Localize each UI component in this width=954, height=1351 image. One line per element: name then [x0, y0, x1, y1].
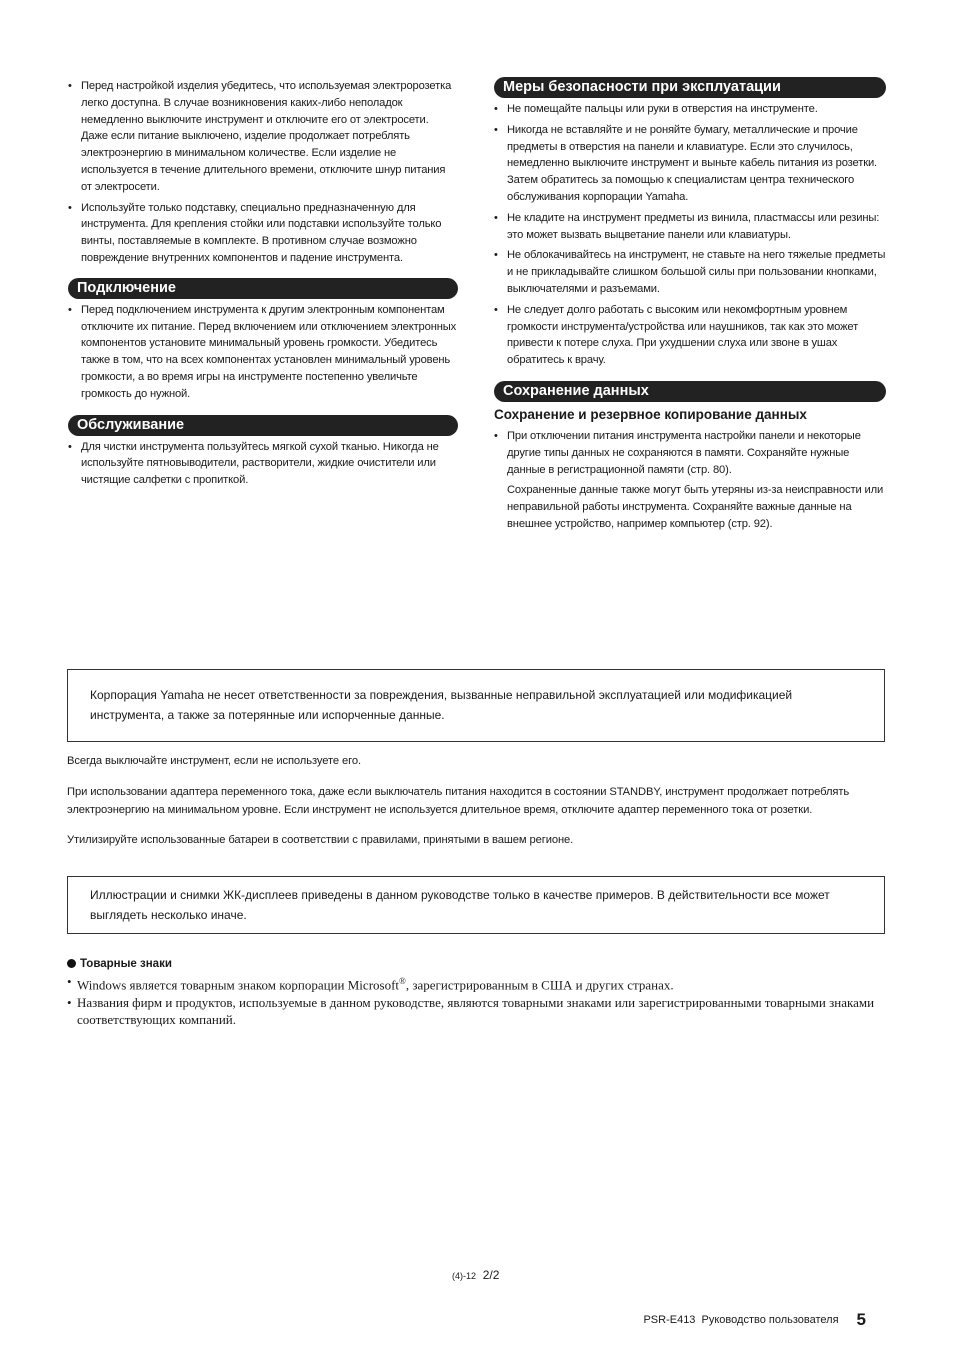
- safety-bullet-list: [494, 101, 886, 369]
- section-heading-data-saving: Сохранение данных: [494, 381, 886, 402]
- list-item: • Windows является товарным знаком корпорации Microsoft®, зарегистрированным в США и других странах.: [67, 973, 887, 994]
- page-footer: [643, 1310, 866, 1330]
- subheading-backup: Сохранение и резервное копирование данных: [494, 406, 807, 422]
- section-heading-maintenance: Обслуживание: [68, 415, 458, 436]
- illustration-text: Иллюстрации и снимки ЖК-дисплеев приведены в данном руководстве только в качестве примеров. В действительности все может выглядеть несколько иначе.: [90, 888, 830, 922]
- left-column: [68, 78, 458, 493]
- page-code: (4)-12 2/2: [452, 1268, 500, 1282]
- page-number: 5: [856, 1310, 866, 1329]
- note-batteries: Утилизируйте использованные батареи в соответствии с правилами, принятыми в вашем регионе.: [67, 834, 574, 846]
- trademarks-list: [67, 973, 887, 1029]
- intro-bullet-list: [68, 78, 458, 267]
- disclaimer-box: [67, 669, 885, 742]
- footer-manual-title: PSR-E413 Руководство пользователя: [643, 1314, 839, 1326]
- note-power-off: Всегда выключайте инструмент, если не используете его.: [67, 755, 361, 767]
- list-item: • Перед настройкой изделия убедитесь, что используемая электророзетка легко доступна. В случае возникновения каких-либо неполадок немедленно выключите инструмент и отключите его от электросети. Даже если питание выключено, изделие продолжает потреблять электроэнергию в минимальном количестве. Если изделие не используется в течение длительного времени, отключите шнур питания от электросети.: [68, 78, 458, 196]
- list-item: • Не облокачивайтесь на инструмент, не ставьте на него тяжелые предметы и не прикладывайте слишком большой силы при пользовании кнопками, выключателями и разъемами.: [494, 247, 886, 297]
- data-saving-paragraph: Сохраненные данные также могут быть утеряны из-за неисправности или неправильной работы инструмента. Сохраняйте важные данные на внешнее устройство, например компьютер (стр. 92).: [507, 484, 884, 530]
- list-item: • Не кладите на инструмент предметы из винила, пластмассы или резины: это может вызвать выцветание панели или клавиатуры.: [494, 210, 886, 244]
- list-item: • Не помещайте пальцы или руки в отверстия на инструменте.: [494, 101, 886, 118]
- section-heading-connection: Подключение: [68, 278, 458, 299]
- list-item: • Используйте только подставку, специально предназначенную для инструмента. Для крепления стойки или подставки используйте только винты, поставляемые в комплекте. В противном случае возможно повреждение внутренних компонентов и падение инструмента.: [68, 200, 458, 267]
- trademarks-section: [67, 955, 887, 1029]
- maintenance-bullet-list: [68, 439, 458, 489]
- trademarks-title: Товарные знаки: [67, 955, 887, 973]
- list-item: • Перед подключением инструмента к другим электронным компонентам отключите их питание. Перед включением или отключением электронных компонентов установите минимальный уровень громкости. Убедитесь также в том, что на всех компонентах установлен минимальный уровень громкости, а во время игры на инструменте постепенно увеличьте громкость до нужной.: [68, 302, 458, 403]
- right-column: [494, 77, 886, 533]
- illustration-box: [67, 876, 885, 934]
- list-item: • Не следует долго работать с высоким или некомфортным уровнем громкости инструмента/устройства или наушников, так как это может привести к потере слуха. При ухудшении слуха или звоне в ушах обратитесь к врачу.: [494, 302, 886, 369]
- list-item: • Никогда не вставляйте и не роняйте бумагу, металлические и прочие предметы в отверстия на панели и клавиатуре. Если это случилось, немедленно выключите инструмент и выньте кабель питания из розетки. Затем обратитесь за помощью к специалистам центра технического обслуживания корпорации Yamaha.: [494, 122, 886, 206]
- note-adapter: При использовании адаптера переменного тока, даже если выключатель питания находится в состоянии STANDBY, инструмент продолжает потреблять электроэнергию на минимальном уровне. Если инструмент не используется длительное время, отключите адаптер переменного тока от розетки.: [67, 786, 850, 816]
- list-item: • При отключении питания инструмента настройки панели и некоторые другие типы данных не сохраняются в памяти. Сохраняйте нужные данные в регистрационной памяти (стр. 80).: [494, 428, 886, 478]
- list-item: • Названия фирм и продуктов, используемые в данном руководстве, являются товарными знаками или зарегистрированными товарными знаками соответствующих компаний.: [67, 994, 887, 1029]
- connection-bullet-list: [68, 302, 458, 403]
- section-heading-safety: Меры безопасности при эксплуатации: [494, 77, 886, 98]
- data-saving-bullet-list: [494, 428, 886, 478]
- list-item: • Для чистки инструмента пользуйтесь мягкой сухой тканью. Никогда не используйте пятновыводители, растворители, жидкие очистители или чистящие салфетки с пропиткой.: [68, 439, 458, 489]
- disclaimer-text: Корпорация Yamaha не несет ответственности за повреждения, вызванные неправильной эксплуатацией или модификацией инструмента, а также за потерянные или испорченные данные.: [90, 688, 793, 722]
- bullet-dot-icon: [67, 959, 76, 968]
